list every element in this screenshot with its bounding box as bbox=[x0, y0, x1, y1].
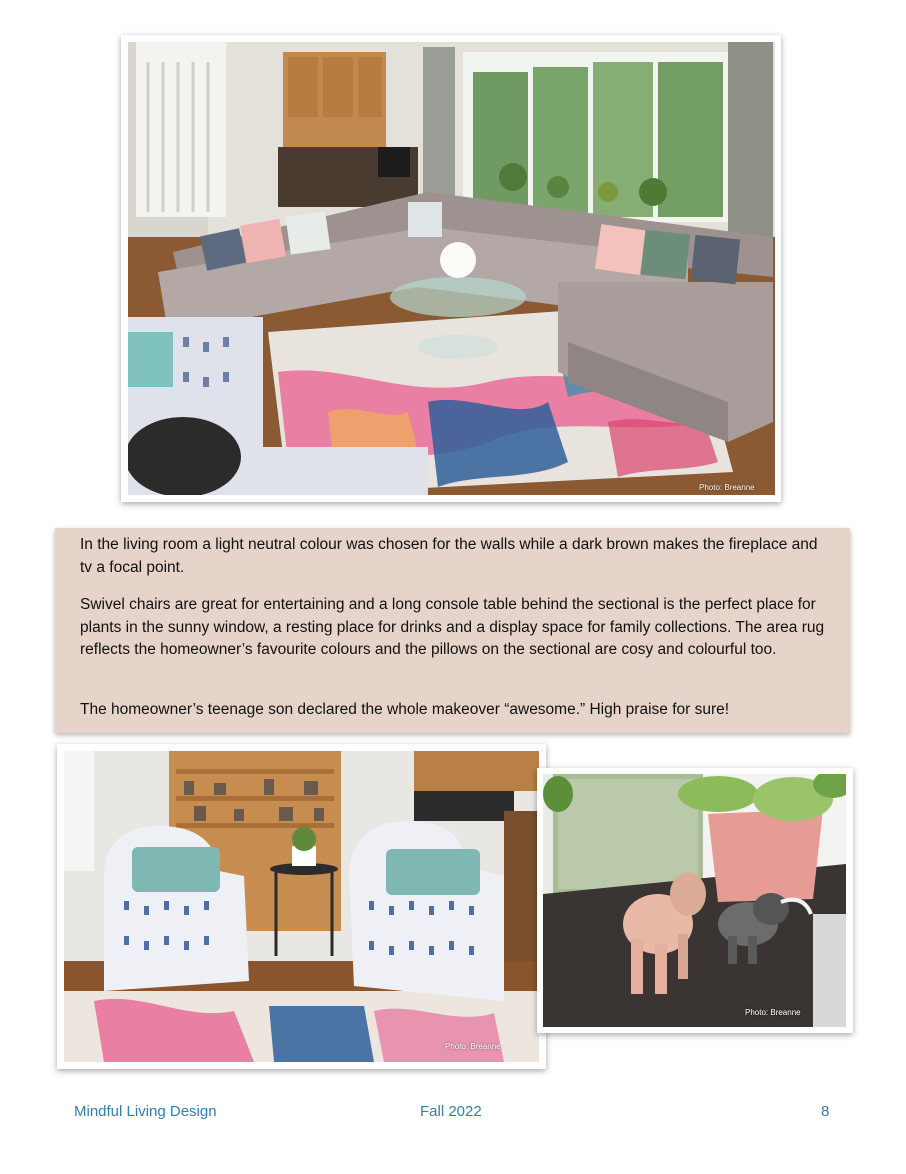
article-paragraph: Swivel chairs are great for entertaining and a long console table behind the sectional is the perfect place for plants in the sunny window, a resting place for drinks and a display space for family collections. The area rug reflects the homeowner’s favourite colours and the pillows on the sectional are cosy and colourful too. bbox=[80, 596, 825, 658]
living-room-photo-frame bbox=[121, 35, 781, 502]
photo-credit: Photo: Breanne bbox=[745, 1008, 801, 1017]
article-text-box bbox=[55, 528, 850, 733]
article-paragraph: The homeowner’s teenage son declared the whole makeover “awesome.” High praise for sure! bbox=[80, 701, 730, 718]
footer-issue: Fall 2022 bbox=[420, 1103, 482, 1120]
living-room-photo bbox=[128, 42, 775, 495]
photo-credit: Photo: Breanne bbox=[445, 1042, 501, 1051]
article-paragraph: In the living room a light neutral colour was chosen for the walls while a dark brown makes the fireplace and tv a focal point. bbox=[80, 536, 818, 576]
elephants-photo-frame bbox=[537, 768, 853, 1033]
footer-page-number: 8 bbox=[821, 1103, 830, 1120]
photo-credit: Photo: Breanne bbox=[699, 483, 755, 492]
chairs-photo-frame bbox=[57, 744, 546, 1069]
chairs-photo bbox=[64, 751, 539, 1062]
footer-publication: Mindful Living Design bbox=[74, 1103, 217, 1120]
elephants-photo bbox=[543, 774, 846, 1027]
